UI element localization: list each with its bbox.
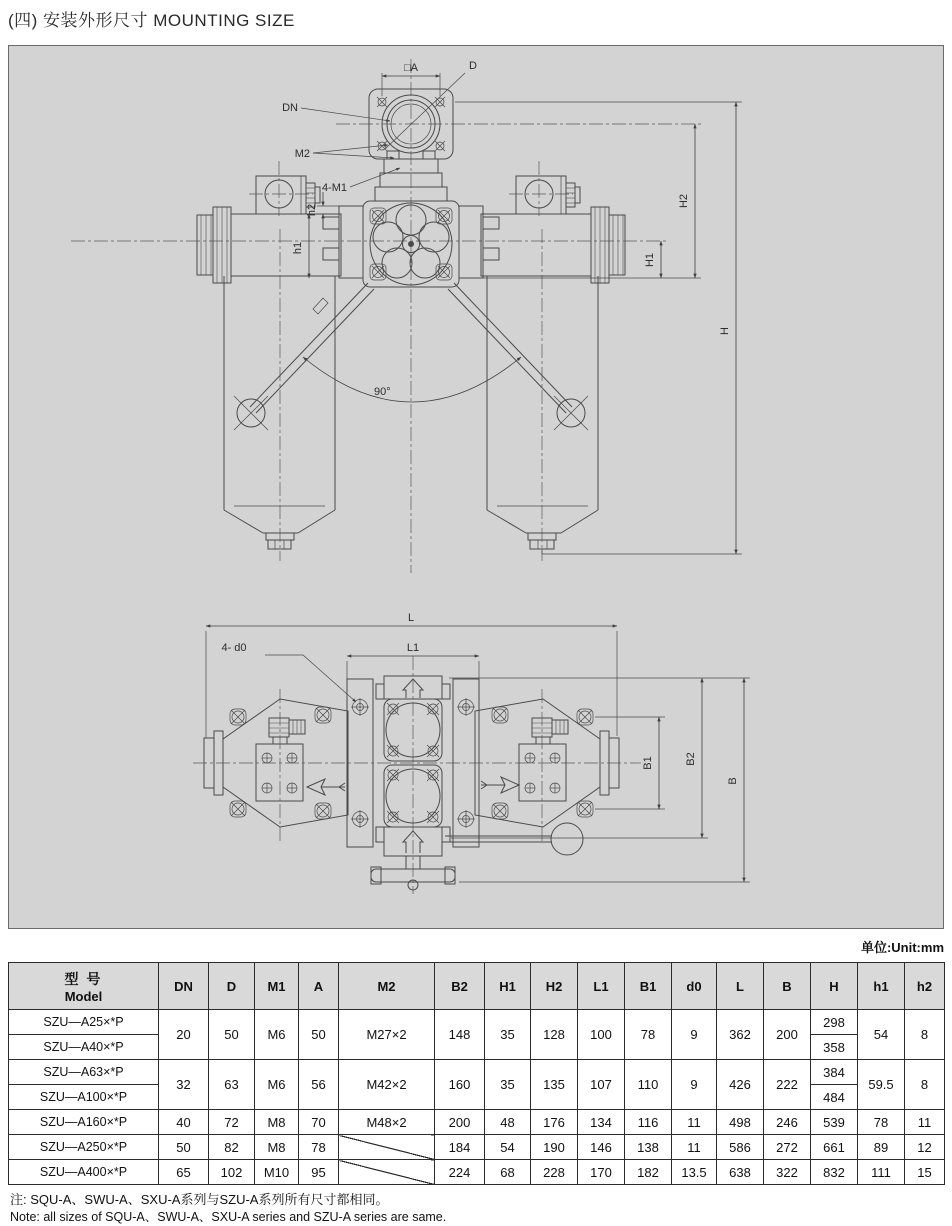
value-cell: M27×2 bbox=[339, 1010, 435, 1060]
value-cell: 111 bbox=[858, 1160, 905, 1185]
unit-label: 单位:Unit:mm bbox=[860, 940, 944, 955]
model-cell: SZU—A40×*P bbox=[9, 1035, 159, 1060]
flow-arrow-left bbox=[307, 779, 345, 795]
value-cell: 224 bbox=[435, 1160, 485, 1185]
value-cell: 54 bbox=[485, 1135, 531, 1160]
value-cell: 89 bbox=[858, 1135, 905, 1160]
model-header bbox=[9, 963, 159, 1010]
dim-label-square-a: □A bbox=[404, 62, 418, 74]
value-cell: M48×2 bbox=[339, 1110, 435, 1135]
left-filter-bowl bbox=[224, 276, 335, 549]
col-header-M2: M2 bbox=[339, 963, 435, 1010]
col-header-D: D bbox=[209, 963, 255, 1010]
value-cell: 498 bbox=[717, 1110, 764, 1135]
value-cell: 134 bbox=[578, 1110, 625, 1135]
table-row bbox=[9, 1110, 945, 1135]
plan-view bbox=[193, 612, 750, 894]
value-cell: 8 bbox=[905, 1010, 945, 1060]
value-cell: 102 bbox=[209, 1160, 255, 1185]
value-cell: 78 bbox=[858, 1110, 905, 1135]
value-cell: 110 bbox=[625, 1060, 672, 1110]
model-cell: SZU—A100×*P bbox=[9, 1085, 159, 1110]
col-header-h1: h1 bbox=[858, 963, 905, 1010]
col-header-L1: L1 bbox=[578, 963, 625, 1010]
swing-arc bbox=[303, 357, 521, 402]
model-cell: SZU—A160×*P bbox=[9, 1110, 159, 1135]
table-body bbox=[9, 1010, 945, 1185]
left-adapter-plate bbox=[339, 206, 363, 278]
value-cell: 638 bbox=[717, 1160, 764, 1185]
value-cell: 190 bbox=[531, 1135, 578, 1160]
value-cell: 138 bbox=[625, 1135, 672, 1160]
dim-label-4d0: 4- d0 bbox=[221, 642, 247, 654]
value-cell: 35 bbox=[485, 1060, 531, 1110]
value-cell: 135 bbox=[531, 1060, 578, 1110]
value-cell: 358 bbox=[811, 1035, 858, 1060]
value-cell: 11 bbox=[672, 1110, 717, 1135]
value-cell: 95 bbox=[299, 1160, 339, 1185]
value-cell: 68 bbox=[485, 1160, 531, 1185]
value-cell: 48 bbox=[485, 1110, 531, 1135]
col-header-d0: d0 bbox=[672, 963, 717, 1010]
col-header-B2: B2 bbox=[435, 963, 485, 1010]
value-cell: 100 bbox=[578, 1010, 625, 1060]
value-cell: 832 bbox=[811, 1160, 858, 1185]
value-cell: 661 bbox=[811, 1135, 858, 1160]
right-filter-bowl bbox=[487, 276, 598, 549]
dim-label-m2: M2 bbox=[294, 148, 310, 160]
col-header-H2: H2 bbox=[531, 963, 578, 1010]
value-cell: M8 bbox=[255, 1110, 299, 1135]
col-header-H1: H1 bbox=[485, 963, 531, 1010]
value-cell: 362 bbox=[717, 1010, 764, 1060]
value-cell: 107 bbox=[578, 1060, 625, 1110]
model-cell: SZU—A25×*P bbox=[9, 1010, 159, 1035]
model-cell: SZU—A400×*P bbox=[9, 1160, 159, 1185]
right-adapter-plate bbox=[459, 206, 483, 278]
value-cell: 9 bbox=[672, 1010, 717, 1060]
value-cell: 200 bbox=[435, 1110, 485, 1135]
dim-label-B: B bbox=[727, 777, 739, 785]
value-cell: 160 bbox=[435, 1060, 485, 1110]
value-cell: 50 bbox=[159, 1135, 209, 1160]
dim-label-H: H bbox=[719, 327, 731, 335]
value-cell: 54 bbox=[858, 1010, 905, 1060]
na-cell bbox=[339, 1135, 435, 1160]
value-cell: 78 bbox=[625, 1010, 672, 1060]
value-cell: 384 bbox=[811, 1060, 858, 1085]
value-cell: 50 bbox=[209, 1010, 255, 1060]
table-row bbox=[9, 1160, 945, 1185]
dim-label-L1: L1 bbox=[406, 642, 420, 654]
value-cell: 182 bbox=[625, 1160, 672, 1185]
dim-label-angle: 90° bbox=[374, 386, 391, 398]
value-cell: 272 bbox=[764, 1135, 811, 1160]
table-row bbox=[9, 1060, 945, 1085]
col-header-A: A bbox=[299, 963, 339, 1010]
dim-label-B2: B2 bbox=[685, 752, 697, 766]
value-cell: 59.5 bbox=[858, 1060, 905, 1110]
na-cell bbox=[339, 1160, 435, 1185]
value-cell: M10 bbox=[255, 1160, 299, 1185]
left-handle bbox=[234, 283, 374, 430]
value-cell: 586 bbox=[717, 1135, 764, 1160]
value-cell: 11 bbox=[672, 1135, 717, 1160]
dim-label-B1: B1 bbox=[642, 756, 654, 770]
value-cell: 9 bbox=[672, 1060, 717, 1110]
dim-label-H2: H2 bbox=[678, 193, 690, 209]
value-cell: 222 bbox=[764, 1060, 811, 1110]
value-cell: 63 bbox=[209, 1060, 255, 1110]
mounting-drawing-panel bbox=[8, 45, 944, 929]
value-cell: 13.5 bbox=[672, 1160, 717, 1185]
value-cell: 78 bbox=[299, 1135, 339, 1160]
col-header-DN: DN bbox=[159, 963, 209, 1010]
value-cell: 15 bbox=[905, 1160, 945, 1185]
right-handle bbox=[448, 283, 588, 430]
col-header-h2: h2 bbox=[905, 963, 945, 1010]
dim-label-L: L bbox=[407, 612, 415, 624]
value-cell: 20 bbox=[159, 1010, 209, 1060]
right-indicator bbox=[516, 176, 580, 214]
col-header-M1: M1 bbox=[255, 963, 299, 1010]
dim-label-h2-small: h2 bbox=[306, 203, 318, 217]
value-cell: 8 bbox=[905, 1060, 945, 1110]
value-cell: 72 bbox=[209, 1110, 255, 1135]
value-cell: 426 bbox=[717, 1060, 764, 1110]
col-header-H: H bbox=[811, 963, 858, 1010]
note-en: Note: all sizes of SQU-A、SWU-A、SXU-A series and SZU-A series are same. bbox=[10, 1210, 447, 1224]
dim-label-h1-small: h1 bbox=[292, 241, 304, 255]
right-filter-head bbox=[481, 207, 625, 283]
value-cell: 11 bbox=[905, 1110, 945, 1135]
model-header-zh: 型 号 bbox=[64, 970, 103, 987]
note-zh: 注: SQU-A、SWU-A、SXU-A系列与SZU-A系列所有尺寸都相同。 bbox=[10, 1192, 389, 1207]
value-cell: 128 bbox=[531, 1010, 578, 1060]
dim-label-dn: DN bbox=[282, 102, 298, 114]
value-cell: M42×2 bbox=[339, 1060, 435, 1110]
value-cell: 322 bbox=[764, 1160, 811, 1185]
value-cell: 40 bbox=[159, 1110, 209, 1135]
value-cell: 56 bbox=[299, 1060, 339, 1110]
value-cell: 65 bbox=[159, 1160, 209, 1185]
col-header-L: L bbox=[717, 963, 764, 1010]
model-header-en: Model bbox=[64, 988, 103, 1004]
dim-label-H1: H1 bbox=[644, 252, 656, 268]
value-cell: 50 bbox=[299, 1010, 339, 1060]
value-cell: 298 bbox=[811, 1010, 858, 1035]
technical-drawing bbox=[9, 46, 943, 928]
header-row bbox=[9, 963, 945, 1010]
value-cell: 246 bbox=[764, 1110, 811, 1135]
table-row bbox=[9, 1010, 945, 1035]
table-row bbox=[9, 1135, 945, 1160]
value-cell: 82 bbox=[209, 1135, 255, 1160]
left-filter-head bbox=[197, 207, 341, 283]
value-cell: 176 bbox=[531, 1110, 578, 1135]
size-table bbox=[8, 962, 945, 1185]
value-cell: 170 bbox=[578, 1160, 625, 1185]
value-cell: 200 bbox=[764, 1010, 811, 1060]
value-cell: 484 bbox=[811, 1085, 858, 1110]
value-cell: 539 bbox=[811, 1110, 858, 1135]
value-cell: M6 bbox=[255, 1010, 299, 1060]
model-cell: SZU—A63×*P bbox=[9, 1060, 159, 1085]
dim-label-4m1: 4-M1 bbox=[321, 182, 347, 194]
value-cell: M6 bbox=[255, 1060, 299, 1110]
value-cell: M8 bbox=[255, 1135, 299, 1160]
value-cell: 70 bbox=[299, 1110, 339, 1135]
col-header-B1: B1 bbox=[625, 963, 672, 1010]
value-cell: 148 bbox=[435, 1010, 485, 1060]
value-cell: 116 bbox=[625, 1110, 672, 1135]
value-cell: 32 bbox=[159, 1060, 209, 1110]
dim-label-d: D bbox=[469, 60, 477, 72]
model-cell: SZU—A250×*P bbox=[9, 1135, 159, 1160]
front-view bbox=[71, 59, 742, 573]
flow-arrow-right bbox=[481, 777, 519, 793]
col-header-B: B bbox=[764, 963, 811, 1010]
value-cell: 35 bbox=[485, 1010, 531, 1060]
value-cell: 228 bbox=[531, 1160, 578, 1185]
page-title: (四) 安装外形尺寸 MOUNTING SIZE bbox=[8, 11, 295, 30]
value-cell: 184 bbox=[435, 1135, 485, 1160]
value-cell: 12 bbox=[905, 1135, 945, 1160]
value-cell: 146 bbox=[578, 1135, 625, 1160]
